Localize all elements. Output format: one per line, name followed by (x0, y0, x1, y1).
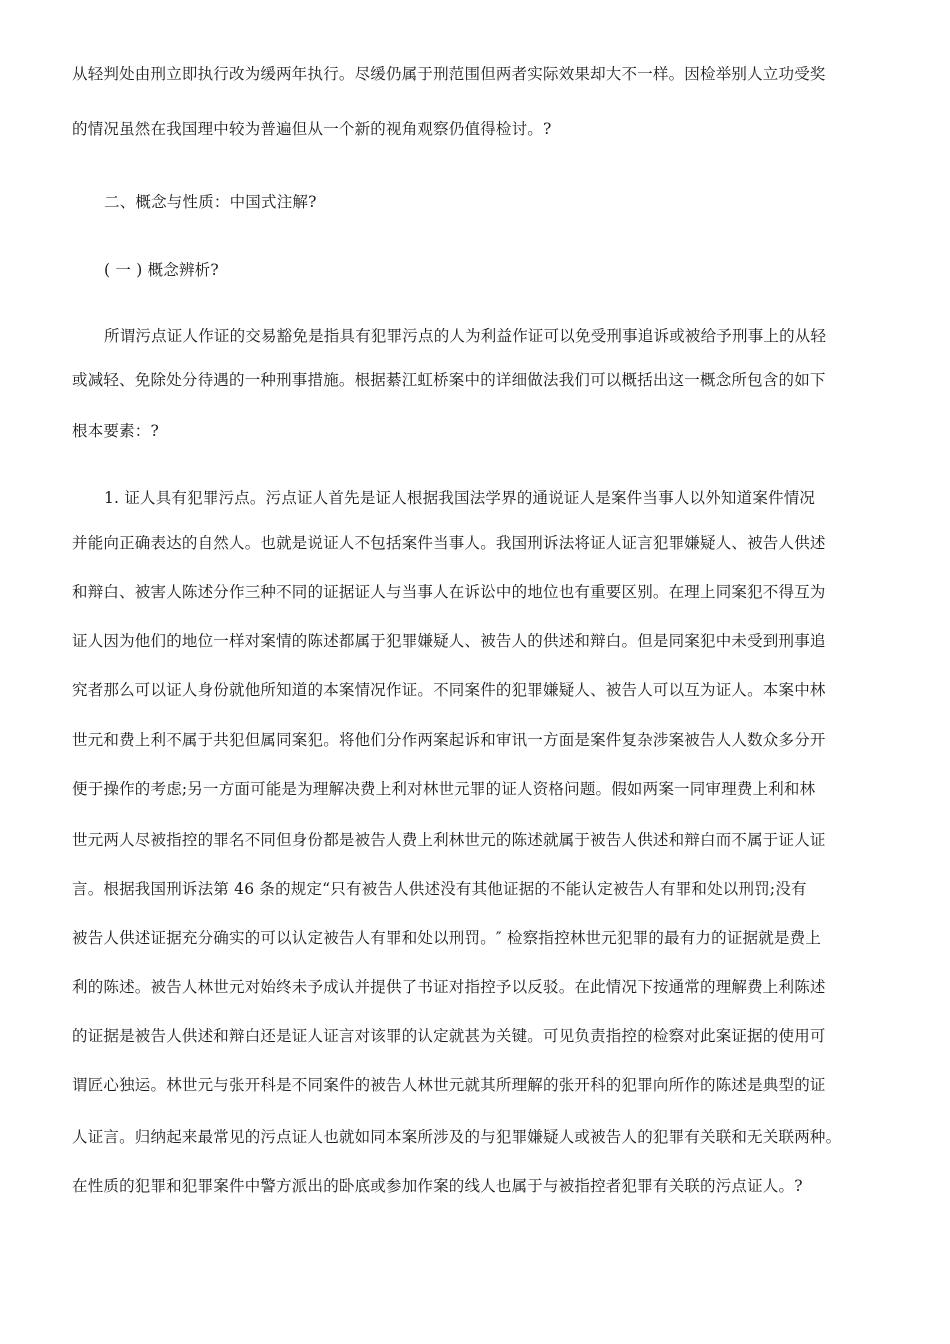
paragraph-line: 或减轻、免除处分待遇的一种刑事措施。根据綦江虹桥案中的详细做法我们可以概括出这一概念所包含的如下 (72, 371, 826, 389)
paragraph-line: 谓匠心独运。林世元与张开科是不同案件的被告人林世元就其所理解的张开科的犯罪向所作的陈述是典型的证 (72, 1076, 826, 1094)
paragraph-line: 被告人供述证据充分确实的可以认定被告人有罪和处以刑罚。″ 检察指控林世元犯罪的最有力的证据就是费上 (72, 929, 822, 947)
paragraph-line: 从轻判处由刑立即执行改为缓两年执行。尽缓仍属于刑范围但两者实际效果却大不一样。因检举别人立功受奖 (72, 65, 826, 83)
paragraph-line: 言。根据我国刑诉法第 46 条的规定“只有被告人供述没有其他证据的不能认定被告人有罪和处以刑罚;没有 (72, 880, 807, 898)
paragraph-line: 在性质的犯罪和犯罪案件中警方派出的卧底或参加作案的线人也属于与被指控者犯罪有关联的污点证人。? (72, 1177, 803, 1195)
paragraph-line: 根本要素：? (72, 422, 160, 440)
paragraph-line: 的证据是被告人供述和辩白还是证人证言对该罪的认定就甚为关键。可见负责指控的检察对此案证据的使用可 (72, 1027, 826, 1045)
paragraph-line: 1. 证人具有犯罪污点。污点证人首先是证人根据我国法学界的通说证人是案件当事人以外知道案件情况 (104, 489, 816, 507)
paragraph-line: 利的陈述。被告人林世元对始终未予成认并提供了书证对指控予以反驳。在此情况下按通常的理解费上利陈述 (72, 978, 826, 996)
paragraph-line: 的情况虽然在我国理中较为普遍但从一个新的视角观察仍值得检讨。? (72, 120, 552, 138)
paragraph-line: 和辩白、被害人陈述分作三种不同的证据证人与当事人在诉讼中的地位也有重要区别。在理上同案犯不得互为 (72, 583, 826, 601)
paragraph-line: 所谓污点证人作证的交易豁免是指具有犯罪污点的人为利益作证可以免受刑事追诉或被给予刑事上的从轻 (104, 327, 827, 345)
paragraph-line: 世元和费上利不属于共犯但属同案犯。将他们分作两案起诉和审讯一方面是案件复杂涉案被告人人数众多分开 (72, 731, 826, 749)
subsection-heading: ( 一 ) 概念辨析? (104, 261, 219, 279)
section-heading: 二、概念与性质：中国式注解? (104, 193, 317, 211)
paragraph-line: 世元两人尽被指控的罪名不同但身份都是被告人费上利林世元的陈述就属于被告人供述和辩白而不属于证人证 (72, 831, 826, 849)
paragraph-line: 人证言。归纳起来最常见的污点证人也就如同本案所涉及的与犯罪嫌疑人或被告人的犯罪有关联和无关联两种。 (72, 1128, 842, 1146)
paragraph-line: 便于操作的考虑;另一方面可能是为理解决费上利对林世元罪的证人资格问题。假如两案一同审理费上利和林 (72, 780, 816, 798)
paragraph-line: 并能向正确表达的自然人。也就是说证人不包括案件当事人。我国刑诉法将证人证言犯罪嫌疑人、被告人供述 (72, 534, 826, 552)
paragraph-line: 究者那么可以证人身份就他所知道的本案情况作证。不同案件的犯罪嫌疑人、被告人可以互为证人。本案中林 (72, 681, 826, 699)
paragraph-line: 证人因为他们的地位一样对案情的陈述都属于犯罪嫌疑人、被告人的供述和辩白。但是同案犯中未受到刑事追 (72, 632, 826, 650)
